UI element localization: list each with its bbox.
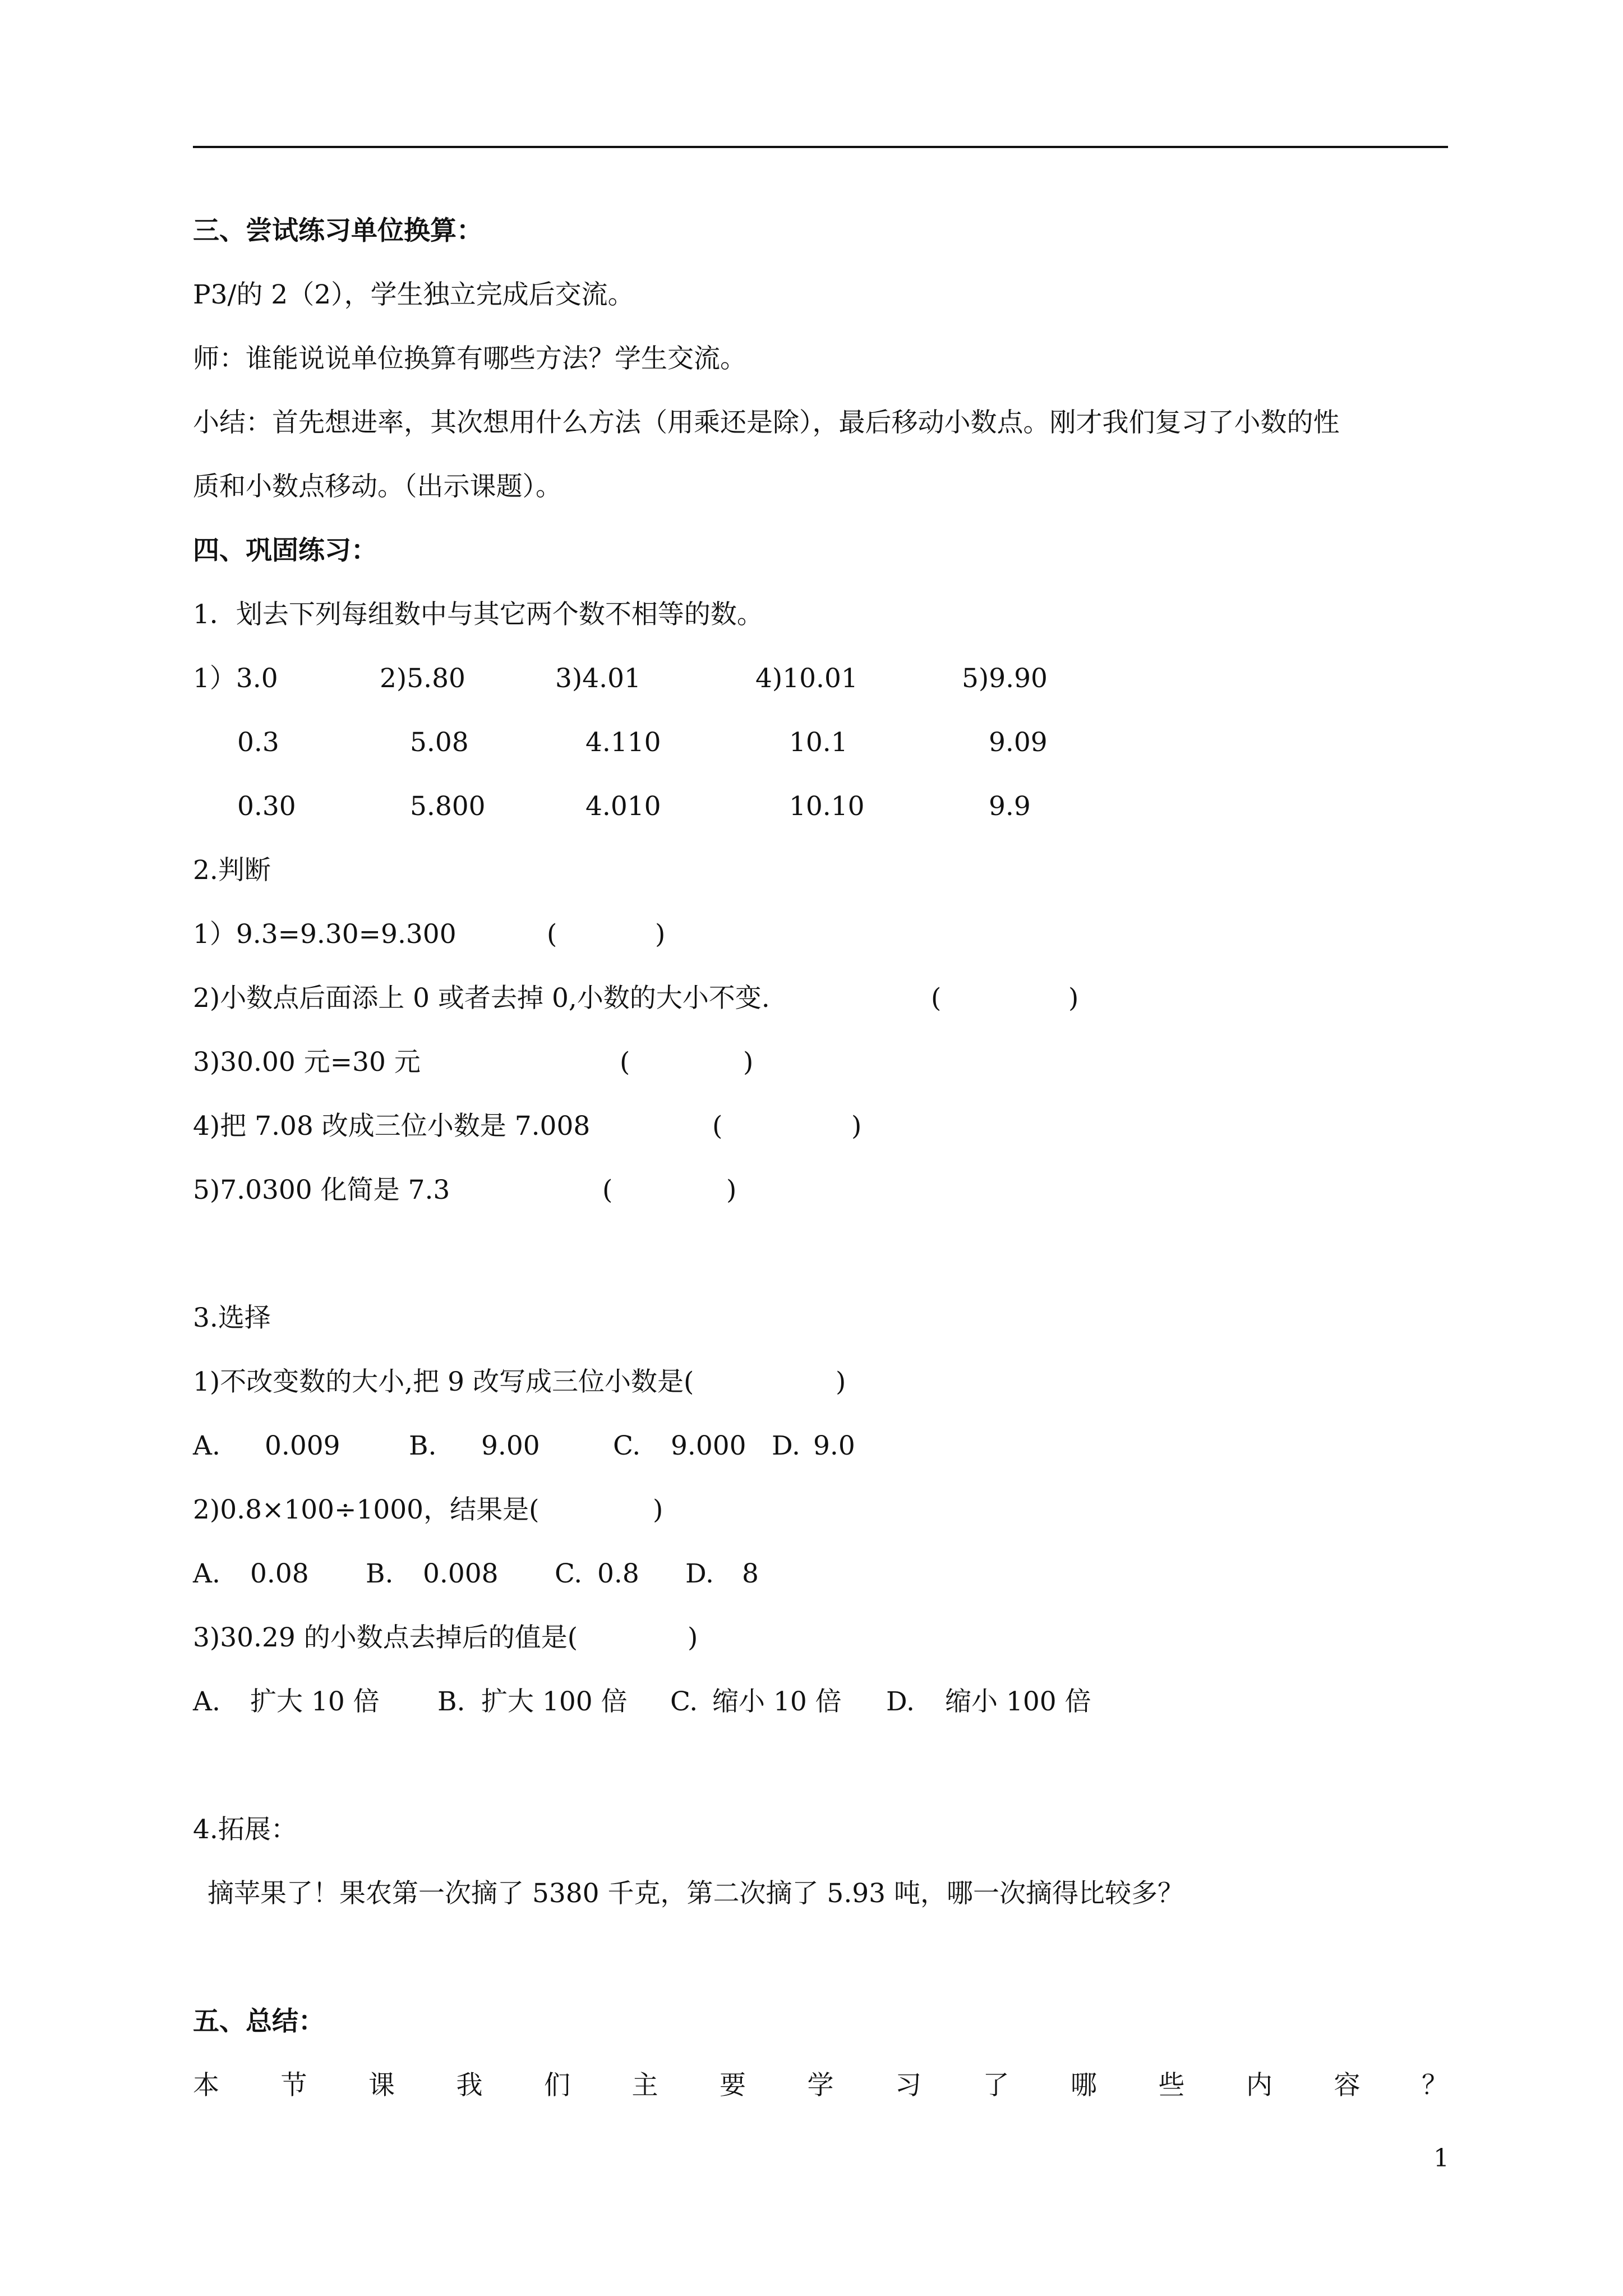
- option-letter: D.: [685, 1558, 714, 1589]
- option-value: 9.000: [671, 1430, 746, 1461]
- answer-paren-close: ): [743, 1047, 754, 1078]
- summary-char: 习: [895, 2070, 921, 2101]
- grid-cell: 5.08: [410, 727, 469, 758]
- option-letter: C.: [555, 1558, 583, 1589]
- summary-char: ？: [1422, 2070, 1448, 2101]
- summary-char: 课: [368, 2070, 395, 2101]
- choice-question: 2)0.8×100÷1000，结果是(: [193, 1494, 540, 1525]
- answer-paren-close: ): [688, 1622, 698, 1653]
- summary-char: 们: [544, 2070, 570, 2101]
- grid-cell: 3)4.01: [555, 663, 641, 694]
- grid-cell: 5.800: [410, 791, 486, 822]
- judge-item-text: 4)把 7.08 改成三位小数是 7.008: [193, 1111, 591, 1142]
- grid-cell: 10.1: [789, 727, 848, 758]
- choice-question: 3)30.29 的小数点去掉后的值是(: [193, 1622, 578, 1653]
- summary-char: 些: [1158, 2070, 1185, 2101]
- option-value: 0.009: [265, 1430, 340, 1461]
- option-value: 8: [742, 1558, 759, 1589]
- choice-question: 1)不改变数的大小,把 9 改写成三位小数是(: [193, 1366, 694, 1397]
- answer-paren-open: (: [620, 1047, 630, 1078]
- grid-cell: 1）3.0: [193, 663, 278, 694]
- option-value: 扩大 100 倍: [481, 1686, 628, 1717]
- option-value: 0.08: [250, 1558, 309, 1589]
- grid-cell: 4.010: [585, 791, 661, 822]
- answer-paren-close: ): [1068, 983, 1079, 1014]
- answer-paren-close: ): [851, 1111, 862, 1142]
- answer-paren-close: ): [836, 1366, 846, 1397]
- grid-cell: 4)10.01: [755, 663, 858, 694]
- question-1-title: 1．划去下列每组数中与其它两个数不相等的数。: [193, 599, 763, 630]
- section-3-summary-line-1: 小结：首先想进率，其次想用什么方法（用乘还是除），最后移动小数点。刚才我们复习了小数的性: [193, 407, 1340, 438]
- option-letter: C.: [613, 1430, 641, 1461]
- answer-paren-open: (: [712, 1111, 723, 1142]
- section-5-title: 五、总结：: [193, 2006, 325, 2037]
- option-letter: B.: [366, 1558, 394, 1589]
- option-value: 缩小 10 倍: [712, 1686, 842, 1717]
- summary-char: 本: [193, 2070, 219, 2101]
- option-value: 0.008: [423, 1558, 499, 1589]
- page-number: 1: [1433, 2144, 1449, 2173]
- judge-item-text: 5)7.0300 化简是 7.3: [193, 1175, 450, 1205]
- summary-char: 容: [1334, 2070, 1361, 2101]
- grid-cell: 4.110: [585, 727, 661, 758]
- option-letter: D.: [772, 1430, 800, 1461]
- grid-cell: 9.9: [989, 791, 1031, 822]
- answer-paren-close: ): [653, 1494, 663, 1525]
- option-letter: D.: [886, 1686, 915, 1717]
- grid-cell: 0.3: [237, 727, 279, 758]
- summary-question-line: [193, 2069, 1448, 2102]
- section-3-paragraph-2: 师：谁能说说单位换算有哪些方法？学生交流。: [193, 343, 746, 374]
- option-letter: B.: [409, 1430, 437, 1461]
- grid-cell: 0.30: [237, 791, 296, 822]
- section-3-paragraph-1: P3/的 2（2），学生独立完成后交流。: [193, 279, 634, 310]
- option-letter: A.: [193, 1686, 220, 1717]
- summary-char: 哪: [1071, 2070, 1097, 2101]
- summary-char: 我: [456, 2070, 483, 2101]
- summary-char: 学: [807, 2070, 834, 2101]
- summary-char: 要: [720, 2070, 746, 2101]
- section-3-title: 三、尝试练习单位换算：: [193, 215, 483, 246]
- option-letter: B.: [437, 1686, 465, 1717]
- section-3-summary-line-2: 质和小数点移动。（出示课题）。: [193, 471, 562, 502]
- grid-cell: 5)9.90: [962, 663, 1048, 694]
- option-value: 缩小 100 倍: [945, 1686, 1091, 1717]
- answer-paren-close: ): [726, 1175, 737, 1205]
- grid-cell: 9.09: [989, 727, 1048, 758]
- question-3-title: 3.选择: [193, 1303, 271, 1333]
- question-2-title: 2.判断: [193, 855, 271, 886]
- grid-cell: 10.10: [789, 791, 865, 822]
- section-4-title: 四、巩固练习：: [193, 535, 377, 566]
- question-4-title: 4.拓展：: [193, 1814, 297, 1845]
- judge-item-text: 3)30.00 元=30 元: [193, 1047, 421, 1078]
- judge-item-text: 1）9.3=9.30=9.300: [193, 919, 457, 950]
- answer-paren-open: (: [931, 983, 942, 1014]
- option-letter: A.: [193, 1558, 220, 1589]
- summary-char: 节: [280, 2070, 307, 2101]
- option-letter: C.: [670, 1686, 698, 1717]
- answer-paren-open: (: [547, 919, 557, 950]
- summary-char: 内: [1246, 2070, 1272, 2101]
- answer-paren-close: ): [655, 919, 666, 950]
- judge-item-text: 2)小数点后面添上 0 或者去掉 0,小数的大小不变.: [193, 983, 770, 1014]
- option-value: 扩大 10 倍: [250, 1686, 380, 1717]
- option-letter: A.: [193, 1430, 220, 1461]
- header-rule: [193, 146, 1448, 148]
- question-4-text: 摘苹果了！果农第一次摘了 5380 千克，第二次摘了 5.93 吨，哪一次摘得比较多？: [208, 1878, 1184, 1909]
- summary-char: 主: [631, 2070, 658, 2101]
- option-value: 0.8: [597, 1558, 639, 1589]
- summary-char: 了: [983, 2070, 1009, 2101]
- option-value: 9.0: [813, 1430, 855, 1461]
- answer-paren-open: (: [602, 1175, 613, 1205]
- option-value: 9.00: [481, 1430, 540, 1461]
- grid-cell: 2)5.80: [380, 663, 465, 694]
